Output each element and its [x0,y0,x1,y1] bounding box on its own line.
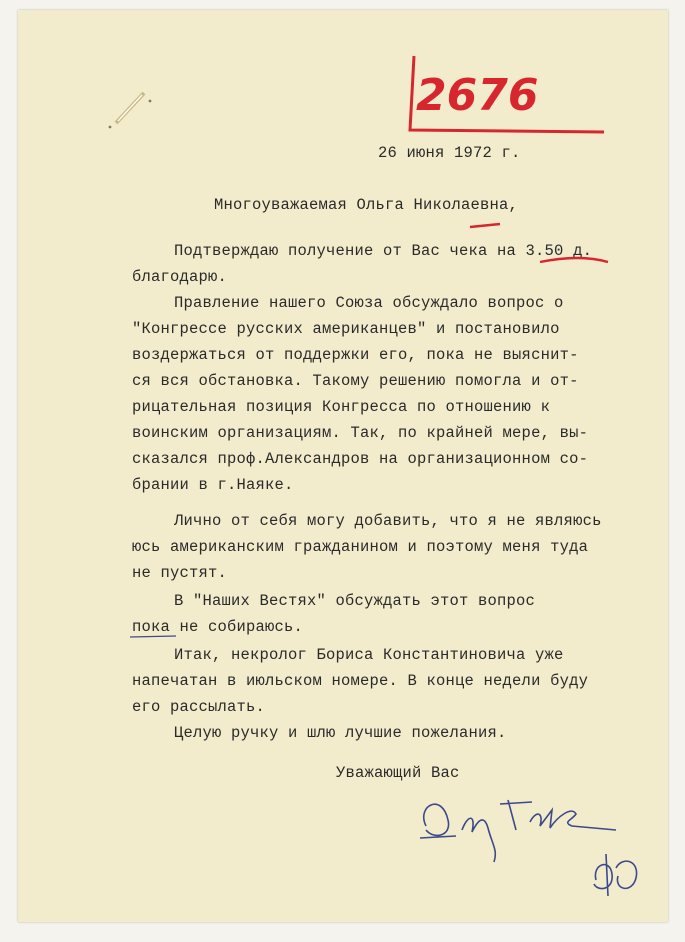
body-line: напечатан в июльском номере. В конце недели буду [132,672,589,690]
initials-icon [588,850,648,900]
body-line: Целую ручку и шлю лучшие пожелания. [174,724,507,742]
body-line: Лично от себя могу добавить, что я не являюсь [174,512,602,530]
body-line: его рассылать. [132,698,266,716]
body-line: Правление нашего Союза обсуждало вопрос о [174,294,564,312]
letter-closing: Уважающий Вас [336,764,460,782]
body-line: Подтверждаю получение от Вас чека на 3.50 д. [174,242,593,260]
letter-date: 26 июня 1972 г. [378,144,521,162]
body-line: не пустят. [132,564,228,582]
body-line: Итак, некролог Бориса Константиновича уже [174,646,564,664]
body-line: В "Наших Вестях" обсуждать этот вопрос [174,592,536,610]
letter-salutation: Многоуважаемая Ольга Николаевна, [214,196,519,214]
body-line: сказался проф.Александров на организационном со- [132,450,589,468]
body-line: благодарю. [132,268,228,286]
body-line: брании в г.Наяке. [132,476,294,494]
body-line: воздержаться от поддержки его, пока не выяснит- [132,346,579,364]
body-line: пока не собираюсь. [132,618,304,636]
body-line: "Конгрессе русских американцев" и постановило [132,320,560,338]
body-line: юсь американским гражданином и поэтому меня туда [132,538,589,556]
body-line: воинским организациям. Так, по крайней мере, вы- [132,424,589,442]
body-line: рицательная позиция Конгресса по отношению к [132,398,551,416]
ref-number: 2676 [416,70,539,121]
body-line: ся вся обстановка. Такому решению помогла и от- [132,372,579,390]
